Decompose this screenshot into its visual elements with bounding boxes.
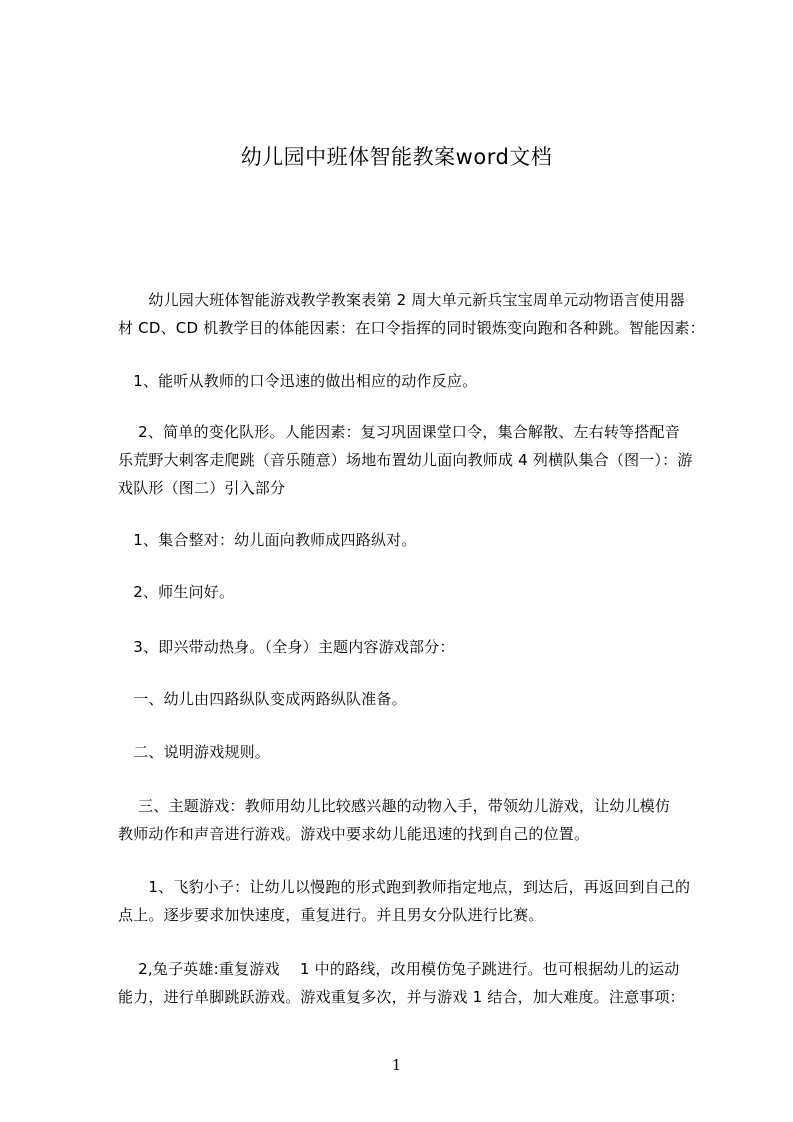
text-line: 乐荒野大刺客走爬跳（音乐随意）场地布置幼儿面向教师成 4 列横队集合（图一）：游: [118, 451, 693, 469]
text-line: 1、集合整对：幼儿面向教师成四路纵对。: [118, 531, 417, 549]
paragraph-intro: [118, 286, 710, 342]
text-line: 点上。逐步要求加快速度，重复进行。并且男女分队进行比赛。: [118, 906, 544, 924]
page-number: 1: [391, 1056, 402, 1074]
text-line: 材 CD、CD 机教学目的体能因素：在口令指挥的同时锻炼变向跑和各种跳。智能因素：: [118, 319, 705, 337]
text-line: 戏队形（图二）引入部分: [118, 479, 286, 497]
paragraph-warmup: [118, 633, 710, 661]
paragraph-game-2: [118, 955, 710, 1011]
text-line: 2,兔子英雄:重复游戏 1 中的路线，改用模仿兔子跳进行。也可根据幼儿的运动: [118, 960, 680, 978]
text-line: 1、飞豹小子：让幼儿以慢跑的形式跑到教师指定地点，到达后，再返回到自己的: [118, 878, 691, 896]
paragraph-item-2: [118, 418, 710, 502]
text-line: 三、主题游戏：教师用幼儿比较感兴趣的动物入手，带领幼儿游戏，让幼儿模仿: [118, 797, 671, 815]
paragraph-game-1: [118, 873, 710, 929]
paragraph-section-2: [118, 738, 710, 766]
document-title: 幼儿园中班体智能教案word文档: [240, 145, 553, 169]
text-line: 幼儿园大班体智能游戏教学教案表第 2 周大单元新兵宝宝周单元动物语言使用器: [118, 291, 685, 309]
text-line: 3、即兴带动热身。（全身）主题内容游戏部分：: [118, 638, 455, 656]
paragraph-gather: [118, 526, 710, 554]
paragraph-item-1: [118, 367, 710, 395]
text-line: 1、能听从教师的口令迅速的做出相应的动作反应。: [118, 372, 478, 390]
paragraph-section-1: [118, 685, 710, 713]
text-line: 教师动作和声音进行游戏。游戏中要求幼儿能迅速的找到自己的位置。: [118, 825, 590, 843]
paragraph-section-3: [118, 792, 710, 848]
text-line: 2、师生问好。: [118, 583, 235, 601]
text-line: 二、说明游戏规则。: [118, 743, 271, 761]
text-line: 能力，进行单脚跳跃游戏。游戏重复多次，并与游戏 1 结合，加大难度。注意事项：: [118, 988, 685, 1006]
text-line: 一、幼儿由四路纵队变成两路纵队准备。: [118, 690, 407, 708]
text-line: 2、简单的变化队形。人能因素：复习巩固课堂口令，集合解散、左右转等搭配音: [118, 423, 680, 441]
paragraph-greeting: [118, 578, 710, 606]
